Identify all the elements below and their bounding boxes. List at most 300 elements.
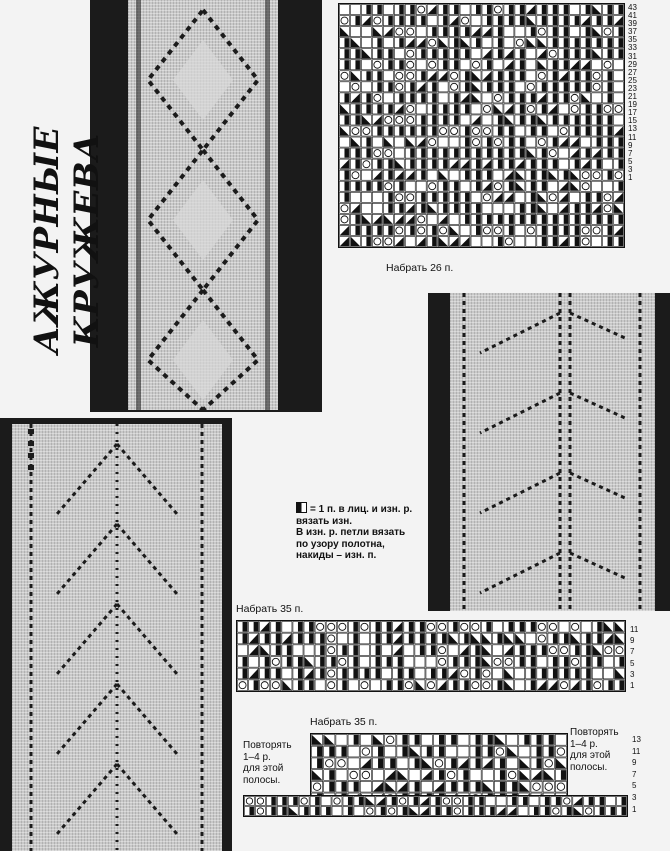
chart-cell [249, 633, 259, 644]
chart-cell [350, 181, 360, 191]
chart-cell [397, 746, 408, 757]
chart-cell [416, 137, 426, 147]
chart-cell [581, 82, 591, 92]
chart-cell [481, 645, 491, 656]
chart-cell [493, 192, 503, 202]
chart-cell [614, 680, 624, 691]
chart-cell [438, 214, 448, 224]
chart-cell [493, 115, 503, 125]
chart-cell [427, 126, 437, 136]
chart-cell [394, 225, 404, 235]
chart-cell [614, 60, 624, 70]
chart-cell [492, 680, 502, 691]
chart-3-base-cells [244, 796, 627, 816]
chart-cell [438, 115, 448, 125]
chart-cell [238, 622, 248, 633]
chart-cell [416, 192, 426, 202]
chart-cell [304, 657, 314, 668]
chart-cell [555, 735, 566, 746]
chart-cell [360, 770, 371, 781]
chart-cell [385, 735, 396, 746]
chart-cell [555, 746, 566, 757]
chart-cell [426, 633, 436, 644]
chart-cell [559, 668, 569, 679]
chart-cell [409, 807, 419, 816]
chart-cell [581, 16, 591, 26]
chart-cell [592, 159, 602, 169]
chart-cell [427, 49, 437, 59]
row-number: 7 [630, 647, 635, 657]
chart-cell [481, 668, 491, 679]
chart-cell [537, 71, 547, 81]
chart-cell [581, 93, 591, 103]
chart-cell [340, 214, 350, 224]
chart-cell [277, 807, 287, 816]
chart-cell [405, 60, 415, 70]
chart-cell [526, 622, 536, 633]
chart-2-caption: Набрать 35 п. [236, 603, 304, 615]
chart-cell [448, 645, 458, 656]
chart-cell [350, 60, 360, 70]
chart-cell [581, 27, 591, 37]
chart-cell [507, 746, 518, 757]
chart-cell [537, 49, 547, 59]
chart-cell [493, 159, 503, 169]
chart-cell [449, 5, 459, 15]
chart-cell [515, 633, 525, 644]
chart-cell [592, 126, 602, 136]
chart-cell [361, 192, 371, 202]
chart-cell [515, 668, 525, 679]
chart-cell [415, 645, 425, 656]
chart-cell [515, 27, 525, 37]
chart-cell [581, 668, 591, 679]
chart-cell [548, 71, 558, 81]
chart-cell [570, 181, 580, 191]
chart-cell [471, 82, 481, 92]
chart-cell [394, 49, 404, 59]
chart-cell [383, 192, 393, 202]
chart-cell [581, 645, 591, 656]
chart-cell [531, 781, 542, 792]
chart-cell [543, 758, 554, 769]
row-number: 43 [628, 3, 637, 12]
chart-cell [603, 71, 613, 81]
chart-cell [515, 137, 525, 147]
chart-cell [492, 633, 502, 644]
chart-3-row-numbers [632, 734, 652, 815]
chart-cell [359, 680, 369, 691]
chart-cell [416, 181, 426, 191]
chart-cell [438, 181, 448, 191]
chart-cell [383, 203, 393, 213]
chart-cell [493, 170, 503, 180]
chart-cell [548, 60, 558, 70]
chart-cell [350, 192, 360, 202]
chart-cell [427, 203, 437, 213]
chart-cell [592, 203, 602, 213]
chart-cell [404, 633, 414, 644]
chart-cell [570, 38, 580, 48]
chart-cell [359, 645, 369, 656]
chart-cell [394, 181, 404, 191]
chart-cell [433, 758, 444, 769]
chart-cell [592, 170, 602, 180]
chart-cell [340, 82, 350, 92]
row-number: 29 [628, 59, 637, 69]
chart-cell [449, 93, 459, 103]
chart-cell [504, 5, 514, 15]
chart-cell [340, 137, 350, 147]
chart-cell [570, 126, 580, 136]
chart-cell [592, 225, 602, 235]
chart-cell [504, 60, 514, 70]
chart-cell [504, 192, 514, 202]
chart-cell [519, 781, 530, 792]
chart-cell [515, 645, 525, 656]
chart-cell [348, 735, 359, 746]
knitting-chart-3-base [243, 795, 628, 817]
chart-cell [438, 159, 448, 169]
chart-cell [519, 746, 530, 757]
chart-cell [548, 192, 558, 202]
chart-cell [592, 680, 602, 691]
chart-cell [449, 236, 459, 246]
chart-cell [326, 657, 336, 668]
chart-cell [614, 203, 624, 213]
chart-cell [603, 225, 613, 235]
chart-cell [481, 622, 491, 633]
chart-cell [526, 38, 536, 48]
chart-cell [449, 225, 459, 235]
chart-cell [515, 657, 525, 668]
chart-cell [559, 104, 569, 114]
chart-cell [570, 104, 580, 114]
chart-cell [350, 126, 360, 136]
chart-cell [354, 797, 364, 806]
chart-cell [249, 668, 259, 679]
chart-cell [494, 781, 505, 792]
chart-cell [518, 797, 528, 806]
chart-cell [438, 104, 448, 114]
chart-cell [383, 16, 393, 26]
chart-cell [350, 170, 360, 180]
chart-cell [470, 633, 480, 644]
chart-cell [531, 770, 542, 781]
chart-cell [606, 797, 616, 806]
chart-cell [559, 71, 569, 81]
chart-cell [570, 192, 580, 202]
chart-cell [394, 192, 404, 202]
chart-cell [603, 159, 613, 169]
chart-cell [405, 159, 415, 169]
chart-cell [482, 16, 492, 26]
chart-cell [438, 236, 448, 246]
chart-cell [537, 82, 547, 92]
repeat-note-line: 1–4 р. [570, 738, 598, 750]
chart-cell [421, 735, 432, 746]
chart-cell [559, 159, 569, 169]
chart-cell [493, 148, 503, 158]
chart-cell [474, 797, 484, 806]
chart-cell [404, 680, 414, 691]
chart-cell [458, 758, 469, 769]
chart-cell [592, 148, 602, 158]
chart-cell [372, 16, 382, 26]
row-number: 9 [630, 636, 635, 646]
chart-cell [548, 148, 558, 158]
chart-cell [581, 159, 591, 169]
chart-cell [548, 680, 558, 691]
chart-cell [361, 104, 371, 114]
chart-cell [458, 770, 469, 781]
chart-cell [603, 27, 613, 37]
chart-cell [603, 622, 613, 633]
chart-cell [581, 680, 591, 691]
repeat-note-line: для этой [243, 763, 284, 774]
chart-cell [460, 38, 470, 48]
chart-cell [249, 680, 259, 691]
chart-cell [438, 49, 448, 59]
chart-cell [603, 214, 613, 224]
chart-cell [537, 214, 547, 224]
chart-cell [361, 49, 371, 59]
chart-cell [470, 657, 480, 668]
chart-cell [421, 758, 432, 769]
chart-cell [321, 797, 331, 806]
chart-cell [504, 126, 514, 136]
chart-cell [614, 126, 624, 136]
chart-cell [348, 645, 358, 656]
chart-cell [326, 668, 336, 679]
chart-cell [415, 622, 425, 633]
chart-cell [359, 622, 369, 633]
chart-cell [448, 668, 458, 679]
chart-cell [570, 115, 580, 125]
chart-cell [614, 159, 624, 169]
chart-cell [548, 214, 558, 224]
chart-cell [449, 60, 459, 70]
chart-cell [350, 27, 360, 37]
chart-cell [526, 104, 536, 114]
chart-cell [526, 203, 536, 213]
chart-cell [238, 645, 248, 656]
chart-cell [581, 71, 591, 81]
chart-cell [493, 71, 503, 81]
chart-cell [573, 797, 583, 806]
chart-cell [350, 5, 360, 15]
chart-cell [482, 148, 492, 158]
chart-cell [312, 781, 323, 792]
chart-cell [559, 225, 569, 235]
chart-cell [537, 148, 547, 158]
chart-cell [614, 236, 624, 246]
chart-cell [592, 5, 602, 15]
row-number: 1 [630, 681, 635, 691]
chart-cell [470, 758, 481, 769]
chart-cell [504, 236, 514, 246]
chart-cell [315, 633, 325, 644]
chart-cell [526, 181, 536, 191]
chart-cell [398, 807, 408, 816]
repeat-note-line: полосы. [570, 761, 608, 773]
chart-cell [537, 38, 547, 48]
chart-cell [526, 16, 536, 26]
chart-cell [551, 807, 561, 816]
chart-cell [405, 203, 415, 213]
chart-cell [559, 115, 569, 125]
chart-cell [493, 60, 503, 70]
legend-line-4: по узору полотна, [296, 538, 385, 550]
chart-cell [340, 236, 350, 246]
chart-cell [416, 16, 426, 26]
chart-cell [548, 27, 558, 37]
chart-cell [493, 225, 503, 235]
chart-cell [372, 181, 382, 191]
chart-cell [350, 38, 360, 48]
chart-2-cells [237, 621, 625, 691]
repeat-note-left [243, 740, 299, 786]
chart-cell [326, 645, 336, 656]
chart-cell [471, 170, 481, 180]
chart-cell [393, 645, 403, 656]
chart-cell [559, 49, 569, 59]
chart-cell [471, 126, 481, 136]
chart-cell [581, 148, 591, 158]
chart-cell [340, 71, 350, 81]
chart-cell [288, 807, 298, 816]
chart-cell [337, 657, 347, 668]
chart-cell [431, 797, 441, 806]
chart-cell [441, 807, 451, 816]
chart-cell [255, 797, 265, 806]
chart-cell [460, 104, 470, 114]
chart-cell [266, 807, 276, 816]
chart-cell [581, 657, 591, 668]
chart-cell [515, 622, 525, 633]
chart-cell [531, 735, 542, 746]
chart-cell [348, 758, 359, 769]
chart-cell [420, 807, 430, 816]
chart-cell [515, 16, 525, 26]
chart-cell [433, 770, 444, 781]
chart-cell [494, 770, 505, 781]
chart-cell [493, 104, 503, 114]
chart-cell [405, 137, 415, 147]
chart-cell [551, 797, 561, 806]
chart-cell [383, 27, 393, 37]
chart-cell [603, 236, 613, 246]
chart-cell [383, 71, 393, 81]
chart-cell [340, 60, 350, 70]
chart-cell [482, 758, 493, 769]
chart-cell [372, 82, 382, 92]
row-number: 23 [628, 83, 637, 93]
chart-cell [504, 27, 514, 37]
chart-cell [592, 93, 602, 103]
chart-cell [404, 668, 414, 679]
chart-cell [405, 82, 415, 92]
chart-cell [446, 735, 457, 746]
chart-cell [614, 181, 624, 191]
chart-cell [361, 93, 371, 103]
chart-cell [526, 93, 536, 103]
chart-cell [449, 71, 459, 81]
chart-cell [460, 214, 470, 224]
chart-cell [614, 148, 624, 158]
chart-cell [260, 645, 270, 656]
chart-cell [482, 38, 492, 48]
chart-cell [614, 38, 624, 48]
chart-cell [337, 622, 347, 633]
row-number: 27 [628, 67, 637, 77]
chart-cell [350, 203, 360, 213]
chart-cell [365, 807, 375, 816]
chart-cell [372, 770, 383, 781]
chart-cell [548, 181, 558, 191]
chart-cell [482, 104, 492, 114]
chart-cell [482, 93, 492, 103]
chart-3-caption: Набрать 35 п. [310, 716, 378, 728]
chart-cell [459, 645, 469, 656]
chart-cell [405, 5, 415, 15]
chart-cell [427, 93, 437, 103]
chart-cell [449, 181, 459, 191]
chart-cell [372, 38, 382, 48]
chart-cell [438, 137, 448, 147]
chart-cell [460, 137, 470, 147]
chart-cell [340, 93, 350, 103]
chart-cell [394, 104, 404, 114]
chart-cell [470, 680, 480, 691]
chart-cell [427, 115, 437, 125]
chart-cell [482, 746, 493, 757]
chart-cell [260, 668, 270, 679]
chart-cell [340, 49, 350, 59]
chart-cell [543, 781, 554, 792]
chart-cell [427, 159, 437, 169]
row-number: 21 [628, 92, 637, 102]
chart-cell [415, 668, 425, 679]
chart-cell [416, 170, 426, 180]
chart-cell [315, 622, 325, 633]
chart-cell [515, 82, 525, 92]
chart-cell [405, 49, 415, 59]
chart-cell [548, 49, 558, 59]
chart-cell [518, 807, 528, 816]
chart-cell [603, 5, 613, 15]
chart-cell [409, 746, 420, 757]
chart-cell [438, 93, 448, 103]
chart-cell [385, 781, 396, 792]
chart-cell [394, 5, 404, 15]
chart-cell [463, 797, 473, 806]
chart-cell [559, 27, 569, 37]
chart-cell [548, 668, 558, 679]
chart-cell [394, 82, 404, 92]
chart-cell [449, 214, 459, 224]
chart-cell [361, 27, 371, 37]
chart-cell [372, 5, 382, 15]
chart-cell [592, 27, 602, 37]
chart-cell [405, 214, 415, 224]
chart-cell [446, 770, 457, 781]
chart-cell [361, 203, 371, 213]
chart-cell [592, 16, 602, 26]
chart-cell [372, 781, 383, 792]
chart-cell [559, 5, 569, 15]
chart-cell [614, 82, 624, 92]
